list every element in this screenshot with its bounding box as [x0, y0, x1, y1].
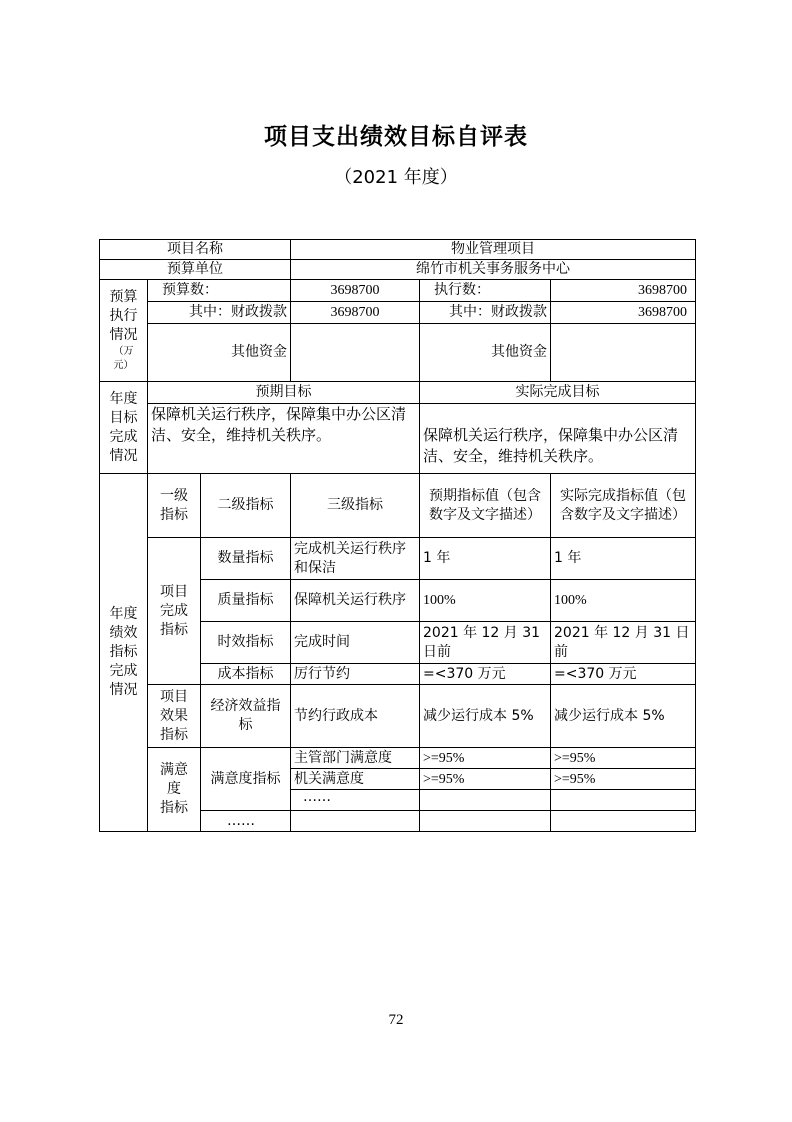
satisfaction-label-line3: 指标	[160, 800, 188, 816]
planned-value-cell: 100%	[420, 580, 551, 622]
level2-cell: 时效指标	[201, 622, 291, 664]
table-row	[100, 685, 696, 748]
actual-value-cell: >=95%	[551, 748, 696, 769]
actual-value-header: 实际完成指标值（包含数字及文字描述）	[551, 474, 696, 538]
level3-cell	[291, 811, 420, 832]
planned-goals-text: 保障机关运行秩序，保障集中办公区清洁、安全，维持机关秩序。	[148, 404, 420, 474]
other-funds-exec-value	[551, 324, 696, 382]
indicators-label-line3: 指标	[109, 644, 138, 660]
level3-cell: 完成时间	[291, 622, 420, 664]
goals-label-line2: 目标	[109, 409, 138, 426]
level2-cell: 质量指标	[201, 580, 291, 622]
effect-indicator-label	[148, 685, 201, 748]
output-label-line1: 项目	[160, 583, 188, 600]
output-label-line2: 完成	[160, 602, 188, 619]
actual-value-cell: 1 年	[551, 538, 696, 580]
table-row	[100, 748, 696, 769]
planned-value-cell: 2021 年 12 月 31 日前	[420, 622, 551, 664]
level3-cell: 保障机关运行秩序	[291, 580, 420, 622]
self-evaluation-table	[99, 239, 696, 832]
level3-cell: 机关满意度	[291, 769, 420, 790]
effect-label-line2: 效果	[160, 707, 188, 724]
planned-value-cell: 1 年	[420, 538, 551, 580]
indicators-label-line1: 年度	[109, 606, 138, 622]
execution-amount-value: 3698700	[551, 280, 696, 302]
actual-goals-header: 实际完成目标	[420, 382, 696, 404]
page-subtitle: （2021 年度）	[334, 167, 458, 188]
planned-value-cell: 减少运行成本 5%	[420, 685, 551, 748]
fiscal-allocation-exec-label: 其中：财政拨款	[420, 302, 551, 324]
planned-value-cell	[420, 790, 551, 811]
actual-value-cell	[551, 790, 696, 811]
indicators-label-line2: 绩效	[109, 625, 138, 641]
budget-unit-value: 绵竹市机关事务服务中心	[291, 260, 696, 280]
level3-cell: 厉行节约	[291, 664, 420, 685]
level2-cell: 经济效益指标	[201, 685, 291, 748]
level3-cell: 完成机关运行秩序和保洁	[291, 538, 420, 580]
indicators-label-line5: 情况	[109, 682, 138, 698]
satisfaction-indicator-label	[148, 748, 201, 832]
annual-goals-label	[100, 382, 148, 474]
level2-header: 二级指标	[201, 474, 291, 538]
goals-label-line1: 年度	[109, 390, 138, 407]
level2-cell: 数量指标	[201, 538, 291, 580]
planned-value-cell: >=95%	[420, 769, 551, 790]
level2-cell: 成本指标	[201, 664, 291, 685]
project-name-value: 物业管理项目	[291, 240, 696, 260]
goals-label-line3: 完成	[109, 428, 138, 445]
actual-value-cell: =<370 万元	[551, 664, 696, 685]
actual-value-cell: 减少运行成本 5%	[551, 685, 696, 748]
satisfaction-label-line1: 满意	[160, 762, 188, 778]
budget-unit-label: 预算单位	[100, 260, 291, 280]
planned-goals-header: 预期目标	[148, 382, 420, 404]
output-indicator-label	[148, 538, 201, 685]
fiscal-allocation-label: 其中：财政拨款	[148, 302, 291, 324]
other-funds-exec-label: 其他资金	[420, 324, 551, 382]
indicators-section-label	[100, 474, 148, 832]
effect-label-line1: 项目	[160, 688, 188, 705]
budget-label-unit1: （万	[113, 346, 134, 357]
satisfaction-label-line2: 度	[167, 781, 181, 797]
budget-label-line1: 预算	[109, 289, 138, 305]
table-row	[100, 538, 696, 580]
budget-label-line2: 执行	[109, 308, 138, 324]
indicators-label-line4: 完成	[109, 663, 138, 679]
budget-label-unit2: 元）	[113, 360, 134, 371]
planned-value-cell: >=95%	[420, 748, 551, 769]
execution-amount-label: 执行数：	[420, 280, 551, 302]
budget-amount-label: 预算数：	[148, 280, 291, 302]
level1-header-line2: 指标	[160, 506, 188, 523]
ellipsis-level2-cell: ……	[201, 811, 291, 832]
fiscal-allocation-value: 3698700	[291, 302, 420, 324]
page-number: 72	[388, 1012, 404, 1028]
project-name-label: 项目名称	[100, 240, 291, 260]
effect-label-line3: 指标	[160, 726, 188, 743]
other-funds-label: 其他资金	[148, 324, 291, 382]
level3-cell: ……	[291, 790, 420, 811]
planned-value-header: 预期指标值（包含数字及文字描述）	[420, 474, 551, 538]
budget-execution-label	[100, 280, 148, 382]
level3-cell: 节约行政成本	[291, 685, 420, 748]
level3-header: 三级指标	[291, 474, 420, 538]
fiscal-allocation-exec-value: 3698700	[551, 302, 696, 324]
actual-value-cell: >=95%	[551, 769, 696, 790]
planned-value-cell: =<370 万元	[420, 664, 551, 685]
actual-value-cell: 100%	[551, 580, 696, 622]
level3-cell: 主管部门满意度	[291, 748, 420, 769]
other-funds-value	[291, 324, 420, 382]
budget-amount-value: 3698700	[291, 280, 420, 302]
budget-label-line3: 情况	[109, 327, 138, 343]
level1-header	[148, 474, 201, 538]
satisfaction-level2-cell: 满意度指标	[201, 748, 291, 811]
output-label-line3: 指标	[160, 621, 188, 638]
goals-label-line4: 情况	[109, 447, 138, 464]
level1-header-line1: 一级	[160, 487, 188, 504]
page-title: 项目支出绩效目标自评表	[264, 124, 528, 150]
actual-goals-text: 保障机关运行秩序，保障集中办公区清洁、安全，维持机关秩序。	[420, 404, 696, 474]
actual-value-cell: 2021 年 12 月 31 日前	[551, 622, 696, 664]
actual-value-cell	[551, 811, 696, 832]
planned-value-cell	[420, 811, 551, 832]
